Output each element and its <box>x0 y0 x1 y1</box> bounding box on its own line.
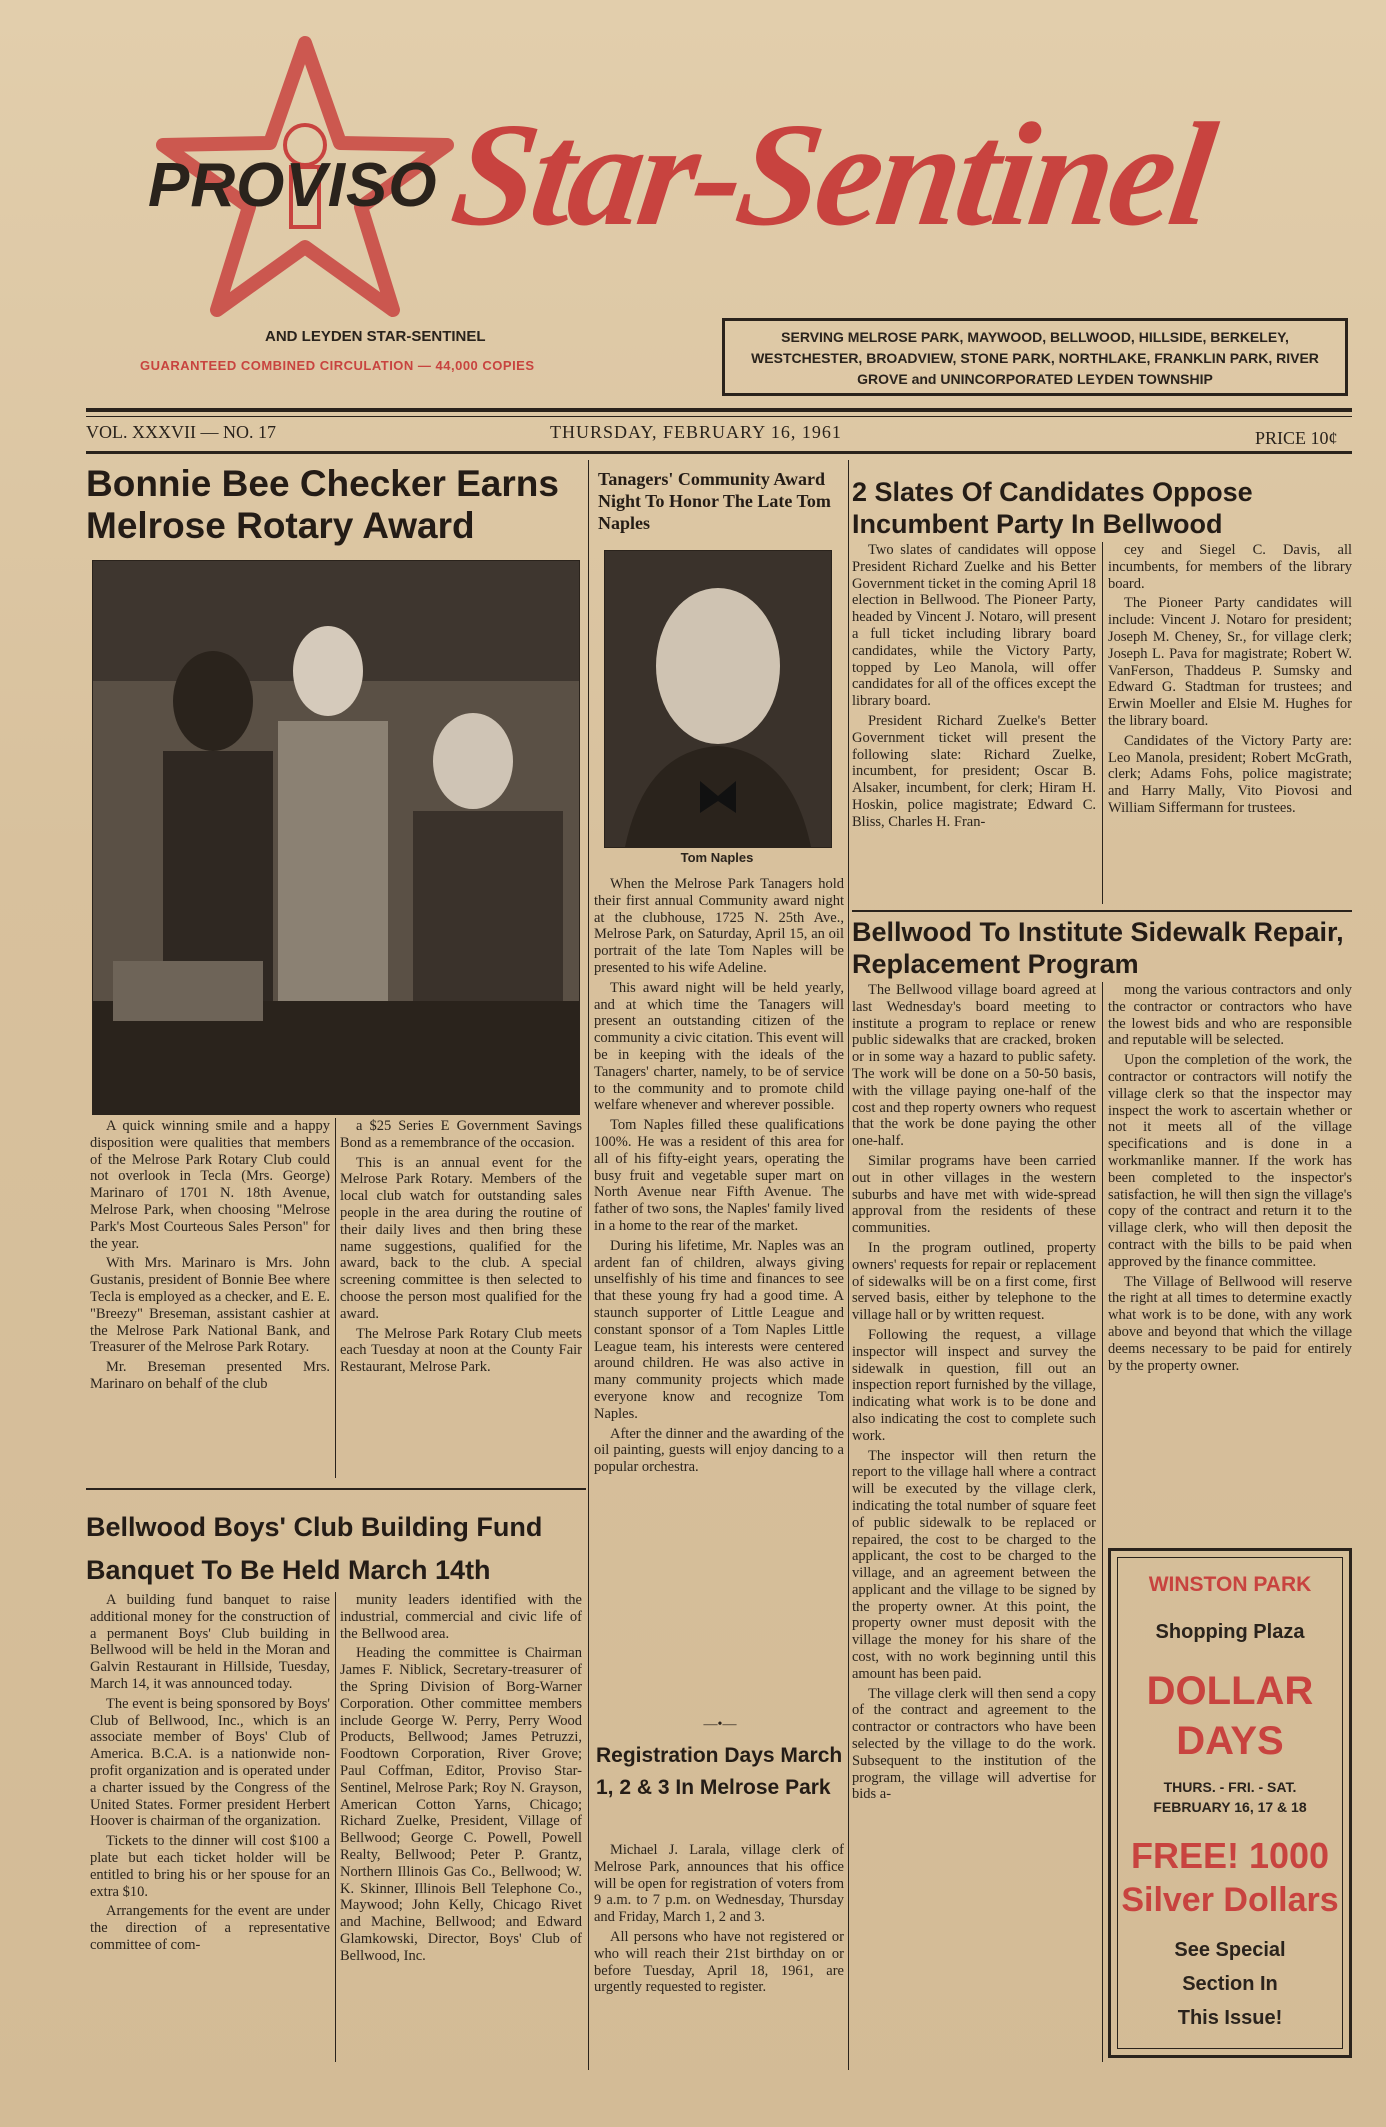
article5-col1-p3: Tickets to the dinner will cost $100 a plate but each ticket holder will be entitled to bring his or her spouse for an extra $10. <box>90 1833 330 1900</box>
article2-headline: Tanagers' Community Award Night To Honor The Late Tom Naples <box>598 469 831 533</box>
article2-photo <box>604 550 832 848</box>
serving-text: SERVING MELROSE PARK, MAYWOOD, BELLWOOD, HILLSIDE, BERKELEY, WESTCHESTER, BROADVIEW, STONE PARK, NORTHLAKE, FRANKLIN PARK, RIVER GROVE and UNINCORPORATED LEYDEN TOWNSHIP <box>751 329 1319 387</box>
ad-line-days: DAYS <box>1176 1719 1284 1763</box>
article6-p1: Michael J. Larala, village clerk of Melrose Park, announces that his office will be open for registration of voters from 9 a.m. to 7 p.m. on Wednesday, Thursday and Friday, March 1, 2 and 3. <box>594 1842 844 1926</box>
article6-headline: Registration Days March 1, 2 & 3 In Melrose Park <box>596 1744 843 1799</box>
article5-col2 <box>340 1592 582 1968</box>
ad-line-free-1000: FREE! 1000 <box>1130 1835 1330 1876</box>
tom-naples-portrait-icon <box>605 551 831 847</box>
article1-col2-p2: This is an annual event for the Melrose Park Rotary. Members of the local club watch for outstanding sales people in the area during the routine of their daily lives and then bring these name suggestions, qualified for the award, back to the club. A special screening committee is then selected to choose the person most qualified for the award. <box>340 1154 582 1322</box>
issue-date: THURSDAY, FEBRUARY 16, 1961 <box>550 422 842 442</box>
masthead-subtitle: AND LEYDEN STAR-SENTINEL <box>265 328 486 345</box>
article5-col-rule <box>335 1592 336 2062</box>
volume-number: VOL. XXXVII — NO. 17 <box>86 422 276 442</box>
circulation-line: GUARANTEED COMBINED CIRCULATION — 44,000 COPIES <box>140 358 535 373</box>
article4-col2 <box>1108 982 1352 1377</box>
winston-park-ad <box>1108 1548 1352 2058</box>
article4-col1-p4: Following the request, a village inspector will inspect and survey the sidewalk in question, fill out an inspection report furnished by the village, indicating what work is to be done and also indicating the cost to complete such work. <box>852 1326 1096 1444</box>
date-rule <box>86 451 1352 454</box>
article3-col1 <box>852 542 1096 834</box>
article1-col2-p3: The Melrose Park Rotary Club meets each Tuesday at noon at the County Fair Restaurant, Melrose Park. <box>340 1325 582 1376</box>
rotary-award-photo-icon <box>93 561 579 1114</box>
article1-bottom-rule <box>86 1488 586 1490</box>
article1-col2 <box>340 1118 582 1379</box>
article6-p2: All persons who have not registered or who will reach their 21st birthday on or before Tuesday, April 18, 1961, are urgently requested to register. <box>594 1928 844 1996</box>
ad-line-see-special: See Special <box>1174 1939 1286 1961</box>
article4-col1-p1: The Bellwood village board agreed at last Wednesday's board meeting to institute a program to replace or renew public sidewalks that are cracked, broken or in some way a hazard to public safety. The work will be done on a 50-50 basis, with the village paying one-half of the cost and thep roperty owners who request that the work be done paying the other one-half. <box>852 982 1096 1150</box>
serving-box <box>722 318 1348 396</box>
article1-col1-p1: A quick winning smile and a happy disposition were qualities that members of the Melrose Park Rotary Club could not overlook in Tecla (Mrs. George) Marinaro of 1701 N. 18th Avenue, Melrose Park, when choosing "Melrose Park's Most Courteous Sales Person" for the year. <box>90 1118 330 1252</box>
article1-col1-p2: With Mrs. Marinaro is Mrs. John Gustanis, president of Bonnie Bee where Tecla is employed as a checker, and E. E. "Breezy" Breseman, assistant cashier at the Melrose Park National Bank, and Treasurer of the Melrose Park Rotary. <box>90 1255 330 1356</box>
article3-col2-p1: cey and Siegel C. Davis, all incumbents, for members of the library board. <box>1108 542 1352 592</box>
article3-col2 <box>1108 542 1352 820</box>
article5-col1-p4: Arrangements for the event are under the direction of a representative committee of com- <box>90 1903 330 1953</box>
ad-line-days-of-week: THURS. - FRI. - SAT. <box>1163 1779 1297 1795</box>
article5-col1-p1: A building fund banquet to raise additional money for the construction of a permanent Boys' Club building in Bellwood will be held in the Moran and Galvin Restaurant in Hillside, Tuesday, March 14, it was announced today. <box>90 1592 330 1692</box>
article2-p1: When the Melrose Park Tanagers hold their first annual Community award night at the clubhouse, 1725 N. 25th Ave., Melrose Park, on Saturday, April 15, an oil portrait of the late Tom Naples will be presented to his wife Adeline. <box>594 876 844 976</box>
article4-col1-p3: In the program outlined, property owners' requests for repair or replacement of sidewalks will be on a first come, first served basis, either by telephone to the village hall or by written request. <box>852 1239 1096 1324</box>
article4-col1-p2: Similar programs have been carried out in other villages in the western suburbs and have met with wide-spread approval from the residents of these communities. <box>852 1152 1096 1237</box>
article2-p3: Tom Naples filled these qualifications 100%. He was a resident of this area for all of his fifty-eight years, operating the busy fruit and vegetable super mart on North Avenue near Fifth Avenue. The father of two sons, the Naples' family lived in a home to the rear of the market. <box>594 1117 844 1234</box>
col-rule-1 <box>588 460 589 2070</box>
article1-col2-p1: a $25 Series E Government Savings Bond as a remembrance of the occasion. <box>340 1118 582 1151</box>
ad-line-dates: FEBRUARY 16, 17 & 18 <box>1153 1799 1307 1815</box>
article1-photo <box>92 560 580 1115</box>
article5-col2-p1: munity leaders identified with the industrial, commercial and civic life of the Bellwood area. <box>340 1592 582 1642</box>
masthead-rule-thin <box>86 416 1352 417</box>
article4-col2-p3: The Village of Bellwood will reserve the right at all times to determine exactly what work is to be done, with any work above and beyond that which the village deems necessary to be paid for entirely by the property owner. <box>1108 1273 1352 1374</box>
article3-headline: 2 Slates Of Candidates Oppose Incumbent Party In Bellwood <box>852 477 1253 539</box>
ad-line-shopping-plaza: Shopping Plaza <box>1155 1621 1305 1643</box>
ad-line-section-in: Section In <box>1182 1973 1278 1995</box>
article5-headline: Bellwood Boys' Club Building Fund Banquet To Be Held March 14th <box>86 1512 543 1585</box>
article3-col-rule <box>1102 542 1103 904</box>
ad-line-winston-park: WINSTON PARK <box>1148 1573 1312 1596</box>
article3-col1-p2: President Richard Zuelke's Better Government ticket will present the following slate: Richard Zuelke, incumbent, for president; Oscar B. Alsaker, incumbent, for clerk; Hiram H. Hoskin, police magistrate; Edward C. Bliss, Charles H. Fran- <box>852 712 1096 830</box>
article4-col1-p5: The inspector will then return the report to the village hall where a contract will be executed by the village clerk, indicating the total number of square feet of public sidewalk to be replaced or repaired, the cost to be charged to the applicant, the cost to be charged to the village, and an agreement between the applicant and the village to be signed by the property owner. At this point, the property owner must deposit with the village the money for his share of the cost, with no work beginning until this amount has been paid. <box>852 1447 1096 1682</box>
masthead-rule-top <box>86 408 1352 412</box>
masthead-title: Star-Sentinel <box>443 93 1221 257</box>
ad-line-silver-dollars: Silver Dollars <box>1121 1881 1339 1919</box>
proviso-wordmark: PROVISO <box>148 151 438 220</box>
article1-headline: Bonnie Bee Checker Earns Melrose Rotary Award <box>86 463 559 546</box>
ad-line-dollar: DOLLAR <box>1146 1669 1314 1713</box>
article3-col2-p2: The Pioneer Party candidates will include: Vincent J. Notaro for president; Joseph M. Cheney, Sr., for village clerk; Joseph L. Pava for magistrate; Robert W. VanFerson, Thaddeus P. Sumsky and Edward G. Stadtman for trustees; and Erwin Moeller and Elsie M. Hughes for the library board. <box>1108 595 1352 729</box>
ad-line-this-issue: This Issue! <box>1177 2007 1283 2029</box>
article4-headline: Bellwood To Institute Sidewalk Repair, Replacement Program <box>852 917 1344 979</box>
article2-body <box>594 876 844 1479</box>
article1-col-rule <box>335 1118 336 1478</box>
article3-bottom-rule <box>852 910 1352 912</box>
article5-col2-p2: Heading the committee is Chairman James F. Niblick, Secretary-treasurer of the Spring Division of Borg-Warner Corporation. Other committee members include George W. Perry, Perry Wood Products, Bellwood; James Petruzzi, Foodtown Corporation, River Grove; Paul Coffman, Editor, Proviso Star-Sentinel, Melrose Park; Roy N. Grayson, American Cotton Yarns, Chicago; Richard Zuelke, President, Village of Bellwood; George C. Powell, Powell Realty, Bellwood; Peter P. Grantz, Northern Illinois Gas Co., Bellwood; W. K. Skinner, Illinois Bell Telephone Co., Maywood; John Kelly, Chicago Rivet and Machine, Bellwood; and Edward Glamkowski, Director, Boys' Club of Bellwood, Inc. <box>340 1645 582 1964</box>
article3-col1-p1: Two slates of candidates will oppose President Richard Zuelke and his Better Government ticket in the coming April 18 election in Bellwood. The Pioneer Party, headed by Vincent J. Notaro, will present a full ticket including library board candidates, while the Victory Party, topped by Leo Manola, will offer candidates for all of the offices except the library board. <box>852 542 1096 710</box>
article2-dingbat: —•— <box>703 1717 737 1732</box>
article4-col-rule <box>1102 982 1103 2062</box>
article4-col2-p2: Upon the completion of the work, the contractor or contractors will notify the village clerk so that the inspector may inspect the work to ascertain whether or not it meets all of the village specifications and is done in a workmanlike manner. If the work has been completed to the inspector's satisfaction, he will then sign the village's copy of the contract and return it to the village clerk, who will then deposit the contract with the bills to be paid when approved by the finance committee. <box>1108 1052 1352 1270</box>
article5-col1 <box>90 1592 330 1957</box>
article4-col2-p1: mong the various contractors and only the contractor or contractors who have the lowest bids and who are responsible and reputable will be selected. <box>1108 982 1352 1049</box>
article2-p4: During his lifetime, Mr. Naples was an ardent fan of children, always giving unselfishly of his time and finances to see that these young fry had a good time. A staunch supporter of Little League and constant sponsor of a Tom Naples Little League team, his interests were centered around children. He was also active in many community projects which made everyone know and recognize Tom Naples. <box>594 1237 844 1422</box>
article2-caption: Tom Naples <box>680 850 754 865</box>
price: PRICE 10¢ <box>1255 428 1338 448</box>
article5-col1-p2: The event is being sponsored by Boys' Club of Bellwood, Inc., which is an associate member of Boys' Club of America. B.C.A. is a nationwide non-profit organization and is operated under a charter issued by the Congress of the United States. Former president Herbert Hoover is chairman of the organization. <box>90 1695 330 1830</box>
article2-p2: This award night will be held yearly, and at which time the Tanagers will present an outstanding citizen of the community a civic citation. This event will be in keeping with the ideals of the Tanagers' charter, namely, to be of service to the community and to promote child welfare whenever and wherever possible. <box>594 979 844 1114</box>
article4-col1 <box>852 982 1096 1806</box>
article2-p5: After the dinner and the awarding of the oil painting, guests will enjoy dancing to a popular orchestra. <box>594 1425 844 1476</box>
article1-col1 <box>90 1118 330 1396</box>
article6-body <box>594 1842 844 1999</box>
article4-col1-p6: The village clerk will then send a copy of the contract and agreement to the contractor or contractors who have been selected by the village to do the work. Subsequent to the institution of the program, the village will advertise for bids a- <box>852 1685 1096 1803</box>
col-rule-2 <box>848 460 849 2070</box>
article3-col2-p3: Candidates of the Victory Party are: Leo Manola, president; Robert McGrath, clerk; Adams Fohs, police magistrate; and Harry Mally, Vito Piovosi and William Siffermann for trustees. <box>1108 732 1352 816</box>
article1-col1-p3: Mr. Breseman presented Mrs. Marinaro on behalf of the club <box>90 1359 330 1392</box>
